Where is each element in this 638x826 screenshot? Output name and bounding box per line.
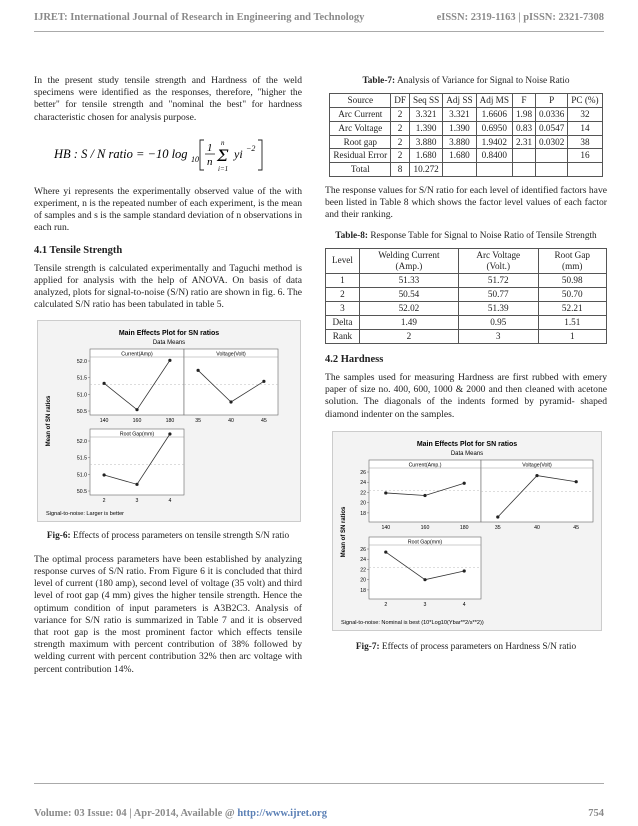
anova-row [330, 121, 602, 135]
header-rule [34, 31, 604, 32]
column-header: PC (%) [568, 94, 602, 108]
column-header: Source [330, 94, 391, 108]
table-cell: 1 [326, 273, 360, 287]
svg-text:yi: yi [234, 146, 243, 161]
data-point [197, 368, 200, 371]
y-axis-label: Mean of SN ratios [341, 506, 347, 558]
left-column [34, 75, 302, 684]
x-tick-label: 2 [102, 497, 106, 504]
y-tick-label: 51.0 [76, 391, 87, 398]
data-point [168, 358, 171, 361]
column-header: Level [326, 248, 360, 273]
data-point [103, 473, 106, 476]
table-cell: 2 [391, 121, 410, 135]
anova-row [330, 163, 602, 177]
anova-row [330, 135, 602, 149]
x-tick-label: 2 [384, 601, 388, 608]
paragraph: Tensile strength is calculated experimentally and Taguchi method is applied for analysis with the help of ANOVA. On basis of data analyzed, plots for signal-to-noise (S/N) ratio are shown in fig. 6. The calculated S/N ratio has been tabulated in table 5. [34, 262, 302, 311]
table-cell: 1.680 [409, 149, 442, 163]
table8-label: Table-8: [335, 230, 369, 241]
data-point [463, 569, 466, 572]
table-cell: 38 [568, 135, 602, 149]
svg-text:HB : S / N ratio = −10 log: HB : S / N ratio = −10 log [54, 146, 188, 161]
x-tick-label: 45 [261, 417, 267, 424]
table-cell: Rank [326, 329, 360, 343]
footer-rule [34, 783, 604, 784]
table-cell: 3 [326, 301, 360, 315]
column-header: Root Gap (mm) [538, 248, 606, 273]
y-tick-label: 26 [360, 546, 366, 553]
table-cell: 3.321 [443, 108, 476, 122]
table-cell: 0.6950 [476, 121, 512, 135]
data-point [535, 474, 538, 477]
response-row [326, 329, 607, 343]
table-cell: 1.680 [443, 149, 476, 163]
panel-title: Root Gap(mm) [119, 431, 155, 438]
issn: eISSN: 2319-1163 | pISSN: 2321-7308 [436, 12, 604, 23]
response-table [325, 248, 607, 344]
table-cell: Residual Error [330, 149, 391, 163]
sn-equation [34, 134, 302, 174]
data-point [463, 481, 466, 484]
x-tick-label: 180 [459, 524, 469, 531]
x-tick-label: 140 [381, 524, 391, 531]
x-tick-label: 40 [228, 417, 234, 424]
y-tick-label: 51.5 [76, 375, 87, 382]
table-cell: 50.98 [538, 273, 606, 287]
x-tick-label: 160 [420, 524, 430, 531]
column-header: P [536, 94, 568, 108]
chart-subtitle: Data Means [450, 450, 484, 457]
data-point [384, 550, 387, 553]
fig7-chart [332, 431, 602, 631]
table-cell: 52.02 [359, 301, 458, 315]
x-tick-label: 35 [195, 417, 201, 424]
x-tick-label: 3 [423, 601, 427, 608]
table-cell: 1.390 [409, 121, 442, 135]
table-cell [443, 163, 476, 177]
table-cell [476, 163, 512, 177]
table-cell [512, 163, 535, 177]
chart-note: Signal-to-noise: Larger is better [46, 510, 125, 517]
journal-link[interactable]: http://www.ijret.org [237, 808, 327, 819]
data-point [496, 515, 499, 518]
panel-title: Current(Amp.) [408, 462, 442, 469]
y-tick-label: 22 [360, 490, 366, 497]
fig6-label: Fig-6: [46, 530, 71, 541]
chart-subtitle: Data Means [152, 339, 186, 346]
x-tick-label: 40 [534, 524, 540, 531]
table-cell: 2 [326, 287, 360, 301]
svg-text:Σ: Σ [217, 145, 229, 165]
panel-frame [481, 460, 593, 522]
y-tick-label: 51.0 [76, 471, 87, 478]
table-cell: Delta [326, 315, 360, 329]
svg-text:n: n [221, 138, 225, 147]
page-number: 754 [588, 808, 604, 819]
table-cell: 2.31 [512, 135, 535, 149]
response-row [326, 301, 607, 315]
paragraph: In the present study tensile strength and Hardness of the weld specimens were identified as the responses, therefore, "higher the better" for tensile strength and "nominal the best" for hardness characteristic chosen for analysis purpose. [34, 75, 302, 123]
table-cell: 0.0302 [536, 135, 568, 149]
table-cell: 32 [568, 108, 602, 122]
table-cell: Arc Current [330, 108, 391, 122]
table-cell: Arc Voltage [330, 121, 391, 135]
table-cell: 1.49 [359, 315, 458, 329]
table8-caption [325, 230, 607, 242]
fig7-label: Fig-7: [355, 641, 380, 652]
y-tick-label: 52.0 [76, 438, 87, 445]
table-cell: 50.54 [359, 287, 458, 301]
fig6-svg [38, 321, 300, 521]
panel-title: Current(Amp) [121, 351, 153, 358]
table-cell: 52.21 [538, 301, 606, 315]
table7-label: Table-7: [362, 76, 396, 86]
footer-volume [34, 808, 327, 819]
table-cell: 1.390 [443, 121, 476, 135]
x-tick-label: 180 [165, 417, 175, 424]
y-tick-label: 52.0 [76, 358, 87, 365]
table-cell: 50.70 [538, 287, 606, 301]
panel-title: Voltage(Volt) [216, 351, 246, 358]
table-cell: 1 [538, 329, 606, 343]
fig7-caption [325, 641, 607, 653]
fig6-chart [37, 320, 301, 522]
table-cell: 51.72 [458, 273, 538, 287]
y-tick-label: 22 [360, 567, 366, 574]
table-cell: 16 [568, 149, 602, 163]
table-cell: 0.8400 [476, 149, 512, 163]
column-header: Welding Current (Amp.) [359, 248, 458, 273]
table-header-row [330, 94, 602, 108]
y-tick-label: 51.5 [76, 455, 87, 462]
x-tick-label: 4 [462, 601, 466, 608]
table-cell [536, 149, 568, 163]
svg-text:i=1: i=1 [218, 164, 229, 173]
anova-table [329, 93, 602, 177]
table-cell: 1.6606 [476, 108, 512, 122]
page-header [34, 12, 604, 32]
y-tick-label: 18 [360, 587, 366, 594]
y-tick-label: 24 [360, 480, 366, 487]
y-tick-label: 20 [360, 500, 366, 507]
fig7-caption-text: Effects of process parameters on Hardness S/N ratio [381, 641, 577, 652]
x-tick-label: 3 [135, 497, 139, 504]
table-header-row [326, 248, 607, 273]
y-tick-label: 20 [360, 577, 366, 584]
table-cell: 2 [391, 135, 410, 149]
table-cell: 3.880 [409, 135, 442, 149]
y-axis-label: Mean of SN ratios [46, 395, 52, 446]
data-point [168, 432, 171, 435]
anova-row [330, 149, 602, 163]
x-tick-label: 45 [573, 524, 580, 531]
section-heading-tensile: 4.1 Tensile Strength [34, 244, 123, 256]
column-header: F [512, 94, 535, 108]
y-tick-label: 50.5 [76, 488, 87, 495]
svg-text:10: 10 [191, 154, 199, 164]
table-cell: 0.83 [512, 121, 535, 135]
panel-frame [369, 460, 481, 522]
right-column [325, 75, 607, 659]
panel-frame [369, 537, 481, 599]
fig7-svg [333, 432, 601, 630]
fig6-caption [34, 530, 302, 542]
svg-text:n: n [207, 155, 213, 168]
section-heading-hardness: 4.2 Hardness [325, 353, 384, 365]
paragraph: The samples used for measuring Hardness are first rubbed with emery paper of size no. 400, 600, 1000 & 2000 and then cleaned with acetone solution. The diagonals of the indents formed by pyramid- shaped diamond indenter on the samples. [325, 372, 607, 420]
table-cell: 1.98 [512, 108, 535, 122]
y-tick-label: 50.5 [76, 408, 87, 415]
chart-title: Main Effects Plot for SN ratios [416, 440, 518, 448]
table-cell: 1.51 [538, 315, 606, 329]
response-row [326, 315, 607, 329]
journal-title: IJRET: International Journal of Research in Engineering and Technology [34, 12, 365, 23]
panel-title: Voltage(Volt) [522, 462, 552, 469]
table-cell: Total [330, 163, 391, 177]
paragraph: The optimal process parameters have been established by analyzing response curves of S/N ratio. From Figure 6 it is concluded that third level of current (180 amp), second level of voltage (35 volt) and third level of root gap (4 mm) gives the higher tensile strength. Hence the optimum condition of input parameters is A3B2C3. Analysis of variance for S/N ratio is summarized in Table 7 and it is observed that root gap is the most prominent factor which effects tensile strength maximum with percent contribution of 38% followed by welding current with percent contribution 32% then arc voltage with percent contribution 14%. [34, 553, 302, 675]
table-cell [536, 163, 568, 177]
fig6-caption-text: Effects of process parameters on tensile strength S/N ratio [72, 530, 290, 541]
data-point [135, 408, 138, 411]
x-tick-label: 140 [99, 417, 109, 424]
column-header: Arc Voltage (Volt.) [458, 248, 538, 273]
chart-title: Main Effects Plot for SN ratios [118, 329, 220, 337]
table-cell [568, 163, 602, 177]
table-cell: 51.33 [359, 273, 458, 287]
svg-text:−2: −2 [246, 143, 256, 153]
x-tick-label: 160 [132, 417, 142, 424]
table-cell: 8 [391, 163, 410, 177]
column-header: Seq SS [409, 94, 442, 108]
panel-title: Root Gap(mm) [407, 539, 443, 546]
table-cell: 0.0336 [536, 108, 568, 122]
x-tick-label: 35 [494, 524, 501, 531]
x-tick-label: 4 [168, 497, 172, 504]
response-row [326, 273, 607, 287]
table-cell: 0.95 [458, 315, 538, 329]
anova-row [330, 108, 602, 122]
table7-title: Analysis of Variance for Signal to Noise Ratio [396, 76, 570, 86]
column-header: Adj SS [443, 94, 476, 108]
column-header: DF [391, 94, 410, 108]
table-cell [512, 149, 535, 163]
table-cell: 2 [391, 108, 410, 122]
table-cell: 50.77 [458, 287, 538, 301]
chart-note: Signal-to-noise: Nominal is best (10*Log10(Ybar**2/s**2)) [341, 619, 484, 626]
table-cell: 2 [391, 149, 410, 163]
data-point [135, 482, 138, 485]
data-point [262, 379, 265, 382]
y-tick-label: 24 [360, 557, 366, 564]
response-row [326, 287, 607, 301]
column-header: Adj MS [476, 94, 512, 108]
table-cell: Root gap [330, 135, 391, 149]
table-cell: 2 [359, 329, 458, 343]
y-tick-label: 18 [360, 510, 366, 517]
y-tick-label: 26 [360, 469, 366, 476]
table-cell: 3 [458, 329, 538, 343]
svg-text:1: 1 [207, 141, 213, 154]
data-point [103, 381, 106, 384]
table-cell: 51.39 [458, 301, 538, 315]
table-cell: 3.321 [409, 108, 442, 122]
footer-volume-text: Volume: 03 Issue: 04 | Apr-2014, Available @ [34, 808, 235, 819]
table8-title: Response Table for Signal to Noise Ratio of Tensile Strength [370, 230, 597, 241]
data-point [229, 400, 232, 403]
paragraph: Where yi represents the experimentally observed value of the with experiment, n is the repeated number of each experiment, is the mean of samples and s is the sample standard deviation of n observations in each run. [34, 185, 302, 234]
table7-caption [325, 75, 607, 87]
paragraph: The response values for S/N ratio for each level of identified factors have been listed in Table 8 which shows the factor level values of each factor and their ranking. [325, 184, 607, 221]
data-point [423, 578, 426, 581]
table-cell: 3.880 [443, 135, 476, 149]
table-cell: 0.0547 [536, 121, 568, 135]
table-cell: 14 [568, 121, 602, 135]
equation-graphic [34, 134, 302, 174]
data-point [575, 480, 578, 483]
data-point [423, 494, 426, 497]
table-cell: 10.272 [409, 163, 442, 177]
data-point [384, 491, 387, 494]
table-cell: 1.9402 [476, 135, 512, 149]
